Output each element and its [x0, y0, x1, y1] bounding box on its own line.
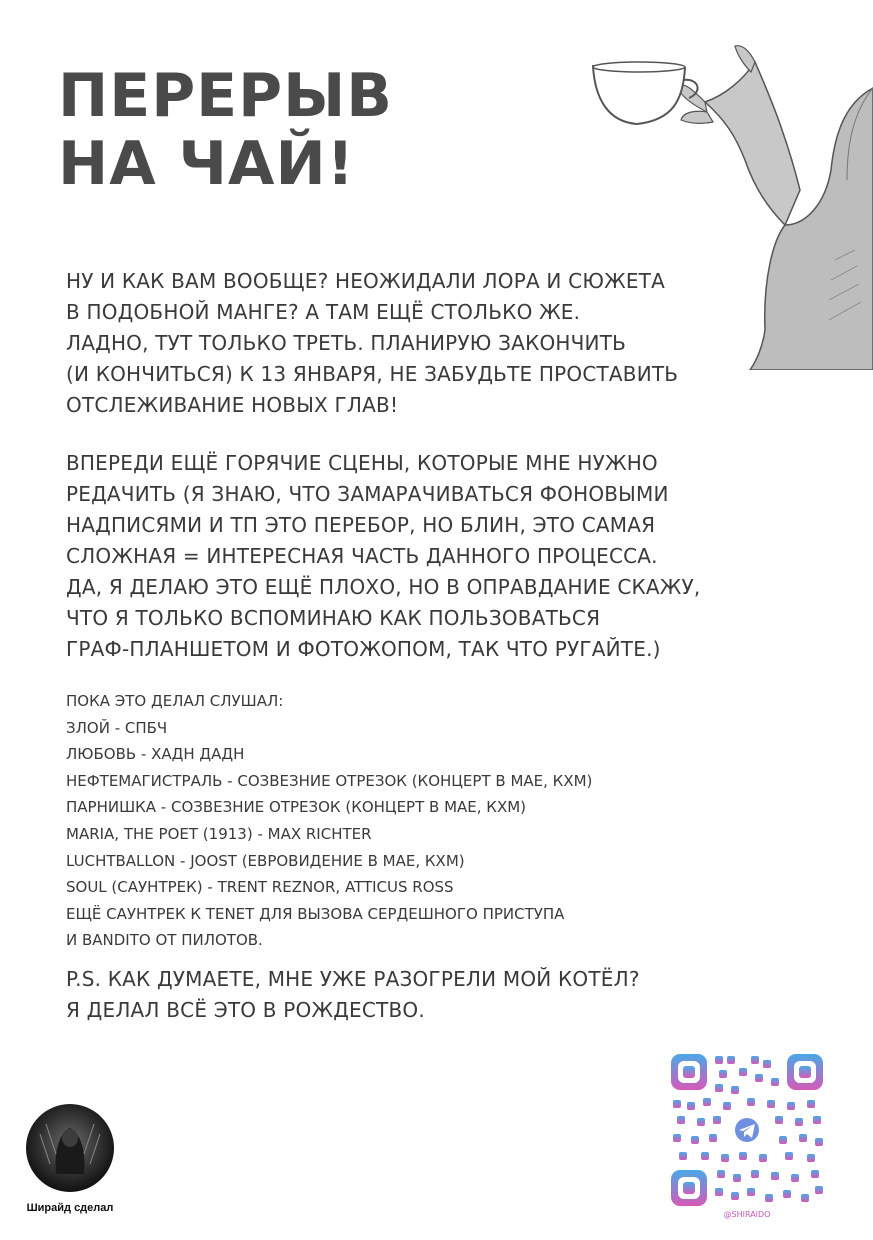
playlist-item: LUCHTBALLON - JOOST (ЕВРОВИДЕНИЕ В МАЕ, КХМ)	[66, 851, 465, 870]
text-line: ДА, Я ДЕЛАЮ ЭТО ЕЩЁ ПЛОХО, НО В ОПРАВДАНИЕ СКАЖУ,	[66, 575, 701, 599]
scenes-paragraph	[66, 448, 700, 665]
playlist-item: MARIA, THE POET (1913) - MAX RICHTER	[66, 824, 372, 843]
playlist-item: ПАРНИШКА - СОЗВЕЗНИЕ ОТРЕЗОК (КОНЦЕРТ В МАЕ, КХМ)	[66, 798, 527, 817]
text-line: НУ И КАК ВАМ ВООБЩЕ? НЕОЖИДАЛИ ЛОРА И СЮЖЕТА	[66, 269, 665, 293]
title-line-1: ПЕРЕРЫВ	[58, 61, 394, 131]
playlist-item: SOUL (САУНТРЕК) - TRENT REZNOR, ATTICUS ROSS	[66, 878, 454, 897]
text-line: НАДПИСЯМИ И ТП ЭТО ПЕРЕБОР, НО БЛИН, ЭТО САМАЯ	[66, 513, 656, 537]
text-line: (И КОНЧИТЬСЯ) К 13 ЯНВАРЯ, НЕ ЗАБУДЬТЕ ПРОСТАВИТЬ	[66, 362, 679, 386]
playlist-item: И BANDITO ОТ ПИЛОТОВ.	[66, 931, 263, 950]
title-line-2: НА ЧАЙ!	[58, 129, 356, 199]
text-line: ВПЕРЕДИ ЕЩЁ ГОРЯЧИЕ СЦЕНЫ, КОТОРЫЕ МНЕ НУЖНО	[66, 451, 658, 475]
telegram-handle: @SHIRAIDO	[723, 1210, 771, 1219]
text-line: ГРАФ-ПЛАНШЕТОМ И ФОТОЖОПОМ, ТАК ЧТО РУГАЙТЕ.)	[66, 637, 661, 661]
text-line: ЧТО Я ТОЛЬКО ВСПОМИНАЮ КАК ПОЛЬЗОВАТЬСЯ	[66, 606, 601, 630]
telegram-qr-code-icon[interactable]	[667, 1050, 827, 1210]
text-line: В ПОДОБНОЙ МАНГЕ? А ТАМ ЕЩЁ СТОЛЬКО ЖЕ.	[66, 300, 581, 324]
playlist-item: ЛЮБОВЬ - ХАДН ДАДН	[66, 745, 245, 764]
text-line: РЕДАЧИТЬ (Я ЗНАЮ, ЧТО ЗАМАРАЧИВАТЬСЯ ФОНОВЫМИ	[66, 482, 669, 506]
playlist-heading: ПОКА ЭТО ДЕЛАЛ СЛУШАЛ:	[66, 692, 284, 710]
playlist-item: ЗЛОЙ - СПБЧ	[66, 718, 168, 737]
playlist-item: ЕЩЁ САУНТРЕК К TENET ДЛЯ ВЫЗОВА СЕРДЕШНОГО ПРИСТУПА	[66, 904, 565, 923]
text-line: ЛАДНО, ТУТ ТОЛЬКО ТРЕТЬ. ПЛАНИРУЮ ЗАКОНЧИТЬ	[66, 331, 627, 355]
intro-paragraph	[66, 266, 678, 421]
playlist-list	[66, 688, 592, 954]
postscript	[66, 964, 640, 1026]
playlist-item: НЕФТЕМАГИСТРАЛЬ - СОЗВЕЗНИЕ ОТРЕЗОК (КОНЦЕРТ В МАЕ, КХМ)	[66, 771, 593, 790]
text-line: P.S. КАК ДУМАЕТЕ, МНЕ УЖЕ РАЗОГРЕЛИ МОЙ КОТЁЛ?	[66, 967, 640, 991]
author-avatar-icon	[26, 1104, 114, 1192]
author-credit: Ширайд сделал	[26, 1202, 114, 1214]
text-line: Я ДЕЛАЛ ВСЁ ЭТО В РОЖДЕСТВО.	[66, 998, 425, 1022]
text-line: ОТСЛЕЖИВАНИЕ НОВЫХ ГЛАВ!	[66, 393, 399, 417]
text-line: СЛОЖНАЯ = ИНТЕРЕСНАЯ ЧАСТЬ ДАННОГО ПРОЦЕССА.	[66, 544, 658, 568]
page-title	[58, 62, 393, 198]
